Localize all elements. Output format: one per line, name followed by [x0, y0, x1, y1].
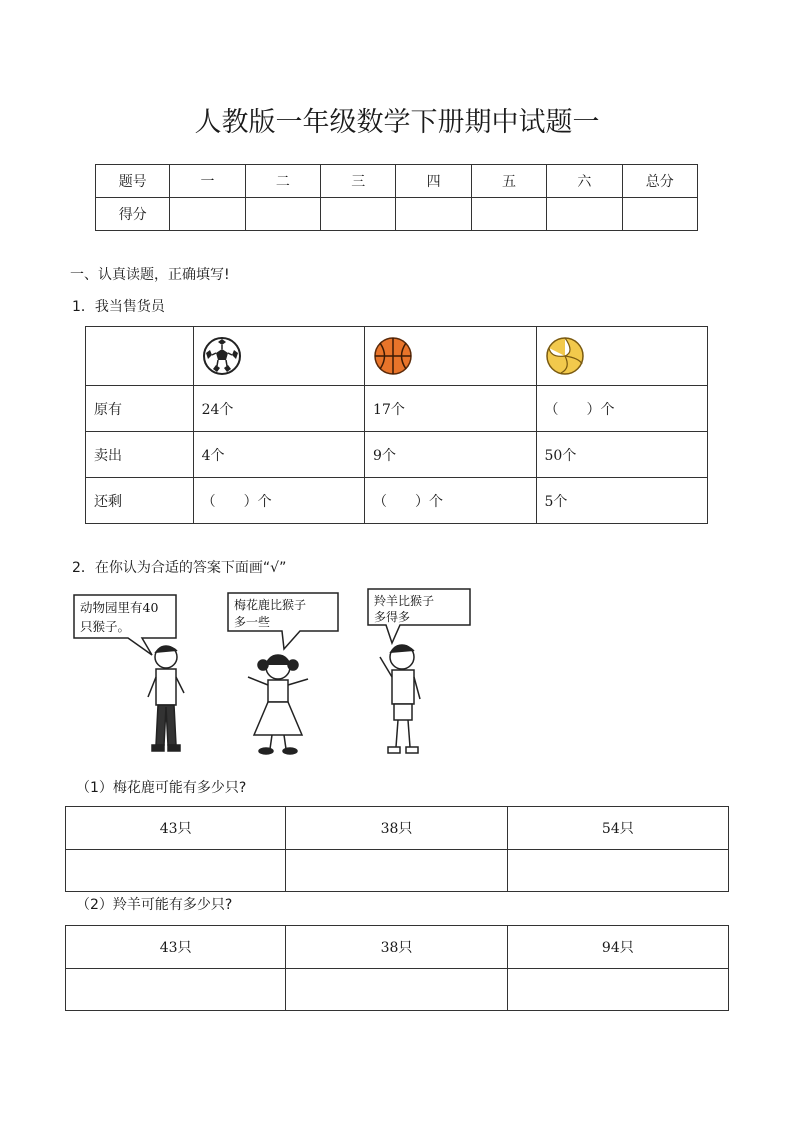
answer-mark-row: [66, 969, 729, 1011]
boy-1-figure: [148, 646, 184, 751]
answer-mark-cell[interactable]: [507, 850, 728, 892]
sub-question-1-label: （1）梅花鹿可能有多少只?: [76, 780, 247, 796]
sales-cell: 4个: [193, 432, 364, 478]
basketball-icon: [373, 336, 413, 376]
speech-bubble-1: [74, 595, 176, 655]
score-header-cell: 四: [396, 165, 471, 198]
answer-option: 94只: [507, 926, 728, 969]
sales-table: [85, 326, 708, 524]
score-table: [95, 164, 698, 231]
score-cell[interactable]: [321, 198, 396, 231]
answer-table-deer: [65, 806, 729, 892]
score-row-label: 得分: [96, 198, 170, 231]
answer-mark-cell[interactable]: [66, 969, 286, 1011]
score-header-cell: 二: [245, 165, 320, 198]
bubble-3-line-2: 多得多: [374, 610, 411, 624]
bubble-1-line-2: 只猴子。: [80, 619, 131, 634]
answer-mark-cell[interactable]: [286, 850, 507, 892]
girl-figure: [248, 655, 308, 754]
score-header-cell: 六: [547, 165, 622, 198]
answer-mark-cell[interactable]: [507, 969, 728, 1011]
sales-ball-cell: [193, 327, 364, 386]
question-1-label: 1．我当售货员: [72, 299, 165, 315]
bubble-2-line-1: 梅花鹿比猴子: [234, 598, 307, 612]
score-cell[interactable]: [471, 198, 546, 231]
answer-options-row: [66, 807, 729, 850]
sales-ball-cell: [365, 327, 536, 386]
sales-cell[interactable]: （ ）个: [193, 478, 364, 524]
answer-table-antelope: [65, 925, 729, 1011]
answer-option: 43只: [66, 926, 286, 969]
sales-row-label: 还剩: [86, 478, 194, 524]
score-header-cell: 五: [471, 165, 546, 198]
score-header-cell: 一: [170, 165, 245, 198]
sales-row: [86, 478, 708, 524]
bubble-1-line-1: 动物园里有40: [80, 600, 159, 615]
answer-option: 38只: [286, 807, 507, 850]
score-header-cell: 总分: [622, 165, 697, 198]
answer-mark-cell[interactable]: [66, 850, 286, 892]
answer-option: 54只: [507, 807, 728, 850]
sales-cell: 50个: [536, 432, 707, 478]
answer-mark-row: [66, 850, 729, 892]
speech-bubble-2: [228, 593, 338, 649]
sales-row: [86, 386, 708, 432]
sales-cell: 17个: [365, 386, 536, 432]
sales-cell: 5个: [536, 478, 707, 524]
sales-cell: 9个: [365, 432, 536, 478]
children-illustration: [70, 585, 490, 765]
speech-bubble-3: [368, 589, 470, 643]
boy-2-figure: [380, 645, 420, 753]
bubble-2-line-2: 多一些: [234, 615, 271, 629]
answer-option: 38只: [286, 926, 507, 969]
score-header-row: [96, 165, 698, 198]
score-cell[interactable]: [245, 198, 320, 231]
sales-corner-cell: [86, 327, 194, 386]
soccer-ball-icon: [202, 336, 242, 376]
sales-row: [86, 432, 708, 478]
score-cell[interactable]: [170, 198, 245, 231]
answer-options-row: [66, 926, 729, 969]
sales-row-label: 原有: [86, 386, 194, 432]
sub-question-2-label: （2）羚羊可能有多少只?: [76, 897, 233, 913]
sales-row-label: 卖出: [86, 432, 194, 478]
section-heading: 一、认真读题，正确填写!: [70, 267, 230, 283]
volleyball-icon: [545, 336, 585, 376]
score-row: [96, 198, 698, 231]
question-2-label: 2．在你认为合适的答案下面画“√”: [72, 560, 287, 576]
score-header-cell: 三: [321, 165, 396, 198]
score-cell[interactable]: [622, 198, 697, 231]
sales-cell: 24个: [193, 386, 364, 432]
page-title: 人教版一年级数学下册期中试题一: [194, 107, 600, 138]
score-cell[interactable]: [547, 198, 622, 231]
sales-header-row: [86, 327, 708, 386]
sales-cell[interactable]: （ ）个: [536, 386, 707, 432]
answer-option: 43只: [66, 807, 286, 850]
bubble-3-line-1: 羚羊比猴子: [374, 594, 435, 608]
score-cell[interactable]: [396, 198, 471, 231]
score-header-cell: 题号: [96, 165, 170, 198]
sales-cell[interactable]: （ ）个: [365, 478, 536, 524]
answer-mark-cell[interactable]: [286, 969, 507, 1011]
sales-ball-cell: [536, 327, 707, 386]
